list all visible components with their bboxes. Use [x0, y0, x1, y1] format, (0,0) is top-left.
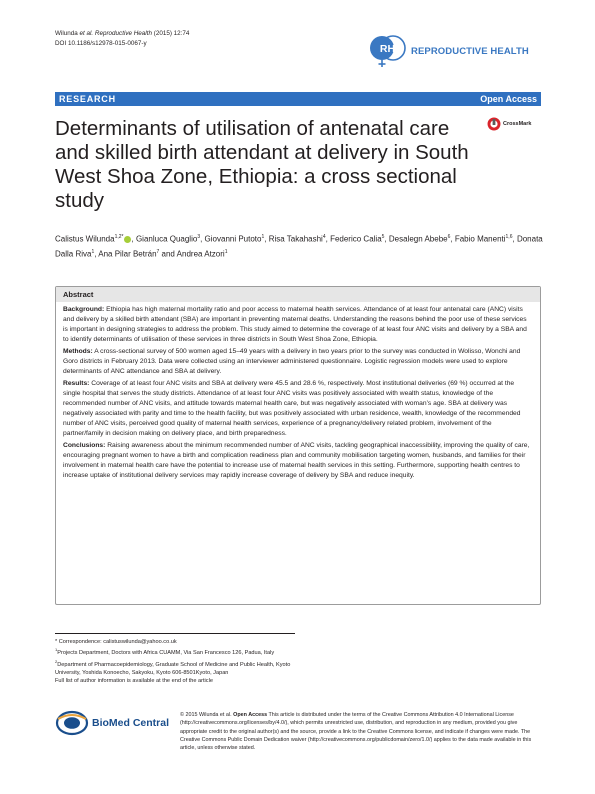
author-name: Andrea Atzori	[176, 249, 225, 259]
article-type-banner	[55, 92, 541, 106]
footnotes	[55, 633, 295, 686]
journal-logo[interactable]	[368, 34, 529, 68]
abstract-body	[56, 302, 540, 486]
author-affiliation-sup: 1	[224, 248, 228, 255]
affiliation-1: $^1$Projects Department, Doctors with Africa CUAMM, Via San Francesco 126, Padua, Italy	[55, 647, 275, 657]
abstract-conclusions: Conclusions: Raising awareness about the minimum recommended number of ANC visits, tackling geographical inaccessibility, improving the quality of care, encouraging pregnant women to have a birth and complication readiness plan and community mobilisation targeting women, husbands, and families for their involvement in maternal health care have the potential to increase use of maternal health services in this setting. Furthermore, supporting health centres to increase uptake of institutional delivery services may rapidly increase coverage of delivery by SBA and reduce inequity.	[63, 442, 530, 479]
author-affiliation-sup: 3	[197, 234, 201, 240]
abstract-background: Background: Ethiopia has high maternal mortality ratio and poor access to maternal health services. Attendance of at least four antenatal care (ANC) visits and delivery by a skilled birth attendant (SBA) are important in preventing maternal deaths. Understanding the reasons behind the poor use of these services is important in designing strategies to address the problem. This study aimed to determine the coverage of at least four ANC visits and delivery by a SBA and to identify determinants of utilisation of these services in three districts in South West Shoa Zone, Ethiopia.	[63, 306, 527, 343]
author-affiliation-sup: 4	[322, 234, 326, 240]
author-affiliation-sup: 1,6	[505, 234, 513, 240]
author-affiliation-sup: 1	[91, 248, 95, 255]
author-name: Federico Calia	[330, 234, 382, 244]
author-list: Calistus Wilunda$^{1,2*}$ , Gianluca Quaglio$^3$, Giovanni Putoto$^1$, Risa Takahashi$^4$, Federico Calia$^5$, Desalegn Abebe$^6$, Fabio Manenti$^{1,6}$, Donata Dalla Riva$^1$, Ana Pilar Betrán$^7$ and Andrea Atzori$^1$	[55, 234, 543, 259]
author-name: Fabio Manenti	[454, 234, 506, 244]
abstract-methods: Methods: A cross-sectional survey of 500 women aged 15–49 years with a delivery in two years prior to the survey was conducted in Wolisso, Wonchi and Goro districts in February 2013. Data were collected using an interviewer administered questionnaire. Logistic regression models were used to explore determinants of ANC attendance and SBA at delivery.	[63, 348, 521, 375]
license-statement: © 2015 Wilunda et al. Open Access This article is distributed under the terms of the Creative Commons Attribution 4.0 International License (http://creativecommons.org/licenses/by/4.0/), which permits unrestricted use, distribution, and reproduction in any medium, provided you give appropriate credit to the original author(s) and the source, provide a link to the Creative Commons license, and indicate if changes were made. The Creative Commons Public Domain Dedication waiver (http://creativecommons.org/publicdomain/zero/1.0/) applies to the data made available in this article, unless otherwise stated.	[180, 712, 532, 752]
author-affiliation-sup: 6	[447, 234, 451, 240]
open-access-label: Open Access	[480, 94, 537, 104]
journal-logo-text: REPRODUCTIVE HEALTH	[411, 45, 529, 57]
author-affiliation-sup: 7	[156, 248, 160, 255]
author-name: Risa Takahashi	[268, 234, 323, 244]
abstract-heading: Abstract	[56, 287, 540, 302]
author-name: Donata Dalla Riva	[55, 234, 543, 259]
abstract-box	[55, 286, 541, 605]
biomed-central-logo[interactable]	[55, 710, 169, 736]
author-affiliation-sup: 1,2*	[114, 234, 124, 240]
crossmark-badge[interactable]	[487, 117, 531, 131]
orcid-icon[interactable]	[124, 236, 131, 243]
article-type-label: RESEARCH	[59, 94, 116, 104]
biomed-central-text: BioMed Central	[92, 717, 170, 729]
author-name: Giovanni Putoto	[204, 234, 262, 244]
article-title: Determinants of utilisation of antenatal care and skilled birth attendant at delivery in South West Shoa Zone, Ethiopia: a cross sectional study	[55, 117, 469, 212]
rh-logo-letters: RH	[379, 43, 396, 55]
crossmark-label: CrossMark	[503, 121, 532, 127]
affiliation-2: $^2$Department of Pharmacoepidemiology, Graduate School of Medicine and Public Health, Kyoto University, Yoshida Konoecho, Sakyoku, Kyoto 606-8501Kyoto, Japan	[55, 658, 291, 676]
author-name: Gianluca Quaglio	[135, 234, 198, 244]
author-name: Calistus Wilunda	[55, 234, 115, 244]
author-affiliation-sup: 1	[261, 234, 265, 240]
crossmark-icon	[487, 117, 501, 131]
citation-line: Wilunda et al. Reproductive Health (2015) 12:74	[55, 30, 190, 37]
doi[interactable]: DOI 10.1186/s12978-015-0067-y	[55, 40, 147, 47]
abstract-results: Results: Coverage of at least four ANC visits and SBA at delivery were 45.5 and 28.6 %, respectively. Most institutional deliveries (69 %) occurred at the single hospital that serves the study districts. Attendance of at least four ANC visits was positively associated with wealth status, knowledge of the recommended number of ANC visits, and attitude towards maternal health care, but was negatively associated with woman’s age. SBA at delivery was negatively associated with parity and time to the health facility, but was positively associated with urban residence, wealth, knowledge of the recommended number of ANC visits, perceived good quality of maternal health services, experience of a pregnancy/delivery related problem, involvement of the partner/family in decision making on delivery place, and birth preparedness.	[63, 380, 521, 437]
rh-logo-icon	[368, 34, 408, 68]
author-name: Ana Pilar Betrán	[98, 249, 157, 259]
correspondence-note[interactable]: * Correspondence: calistuswilunda@yahoo.co.uk	[55, 639, 177, 645]
author-affiliation-sup: 5	[381, 234, 385, 240]
author-name: Desalegn Abebe	[388, 234, 448, 244]
author-info-note: Full list of author information is available at the end of the article	[55, 678, 213, 685]
biomed-central-icon	[55, 710, 89, 736]
citation-block	[55, 29, 189, 49]
